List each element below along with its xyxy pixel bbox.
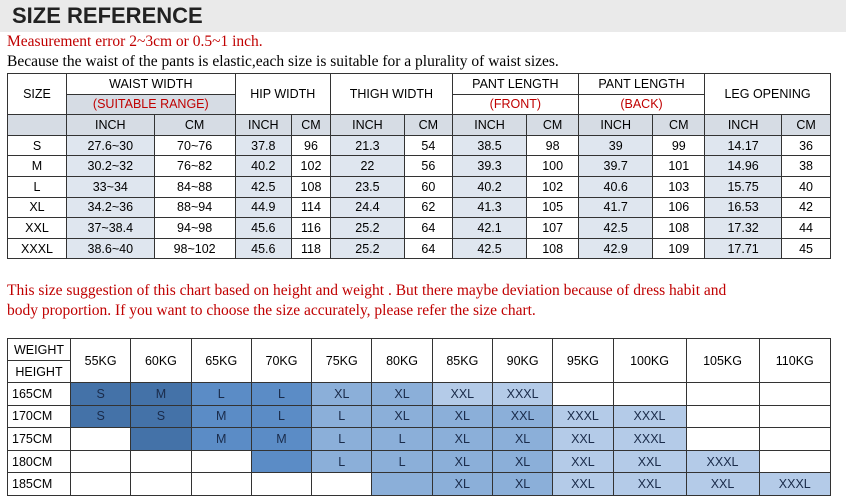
height-cell: 175CM bbox=[8, 428, 71, 451]
weight-column-header: 110KG bbox=[759, 339, 830, 383]
weight-column-header: 95KG bbox=[553, 339, 613, 383]
measurement-cell: 45 bbox=[782, 238, 831, 259]
recommended-size-cell: L bbox=[372, 450, 432, 473]
measurement-cell: 108 bbox=[653, 218, 705, 239]
measurement-cell: 118 bbox=[291, 238, 330, 259]
recommended-size-cell bbox=[251, 450, 311, 473]
recommended-size-cell: S bbox=[71, 383, 131, 406]
recommended-size-cell: M bbox=[251, 428, 311, 451]
measurement-cell: 44 bbox=[782, 218, 831, 239]
recommended-size-cell bbox=[312, 473, 372, 496]
unit-inch-header: INCH bbox=[452, 115, 527, 136]
size-cell: XXL bbox=[8, 218, 67, 239]
unit-inch-header: INCH bbox=[578, 115, 653, 136]
table-row bbox=[8, 405, 831, 428]
measurement-cell: 106 bbox=[653, 197, 705, 218]
recommended-size-cell: XL bbox=[492, 450, 552, 473]
group-header: LEG OPENING bbox=[705, 74, 831, 115]
recommended-size-cell bbox=[613, 383, 686, 406]
size-cell: M bbox=[8, 156, 67, 177]
table-row bbox=[8, 135, 831, 156]
measurement-cell: 41.3 bbox=[452, 197, 527, 218]
measurement-cell: 42.9 bbox=[578, 238, 653, 259]
measurement-cell: 41.7 bbox=[578, 197, 653, 218]
recommended-size-cell bbox=[131, 428, 191, 451]
group-header: HIP WIDTH bbox=[235, 74, 330, 115]
unit-cm-header: CM bbox=[653, 115, 705, 136]
measurement-cell: 42.1 bbox=[452, 218, 527, 239]
recommended-size-cell bbox=[251, 473, 311, 496]
measurement-cell: 76~82 bbox=[154, 156, 235, 177]
measurement-cell: 39 bbox=[578, 135, 653, 156]
measurement-cell: 38.6~40 bbox=[67, 238, 155, 259]
measurement-cell: 42.5 bbox=[235, 176, 291, 197]
height-label: HEIGHT bbox=[8, 361, 71, 383]
measurement-cell: 105 bbox=[527, 197, 579, 218]
table-row bbox=[8, 218, 831, 239]
measurement-cell: 44.9 bbox=[235, 197, 291, 218]
recommended-size-cell bbox=[759, 405, 830, 428]
measurement-cell: 14.17 bbox=[705, 135, 782, 156]
recommended-size-cell: XXXL bbox=[759, 473, 830, 496]
measurement-cell: 34.2~36 bbox=[67, 197, 155, 218]
measurement-cell: 102 bbox=[527, 176, 579, 197]
measurement-cell: 116 bbox=[291, 218, 330, 239]
recommended-size-cell: L bbox=[312, 428, 372, 451]
group-header: PANT LENGTH bbox=[578, 74, 704, 95]
measurement-cell: 54 bbox=[404, 135, 452, 156]
table-row bbox=[8, 156, 831, 177]
recommended-size-cell bbox=[191, 473, 251, 496]
height-weight-fit-table bbox=[7, 338, 831, 496]
table-row bbox=[8, 238, 831, 259]
measurement-cell: 62 bbox=[404, 197, 452, 218]
recommended-size-cell: XXL bbox=[686, 473, 759, 496]
elastic-waist-note: Because the waist of the pants is elastic,each size is suitable for a plurality of waist sizes. bbox=[7, 53, 559, 70]
weight-column-header: 60KG bbox=[131, 339, 191, 383]
page-title: SIZE REFERENCE bbox=[0, 0, 846, 32]
recommended-size-cell: XXL bbox=[553, 428, 613, 451]
measurement-cell: 36 bbox=[782, 135, 831, 156]
recommended-size-cell bbox=[131, 450, 191, 473]
recommended-size-cell: XXXL bbox=[686, 450, 759, 473]
recommended-size-cell bbox=[686, 428, 759, 451]
measurement-cell: 22 bbox=[331, 156, 405, 177]
recommended-size-cell bbox=[759, 450, 830, 473]
measurement-cell: 27.6~30 bbox=[67, 135, 155, 156]
weight-column-header: 70KG bbox=[251, 339, 311, 383]
unit-inch-header: INCH bbox=[331, 115, 405, 136]
recommended-size-cell: XL bbox=[432, 405, 492, 428]
recommended-size-cell: XXXL bbox=[613, 405, 686, 428]
measurement-cell: 42 bbox=[782, 197, 831, 218]
group-header: PANT LENGTH bbox=[452, 74, 578, 95]
weight-column-header: 75KG bbox=[312, 339, 372, 383]
table-row bbox=[8, 383, 831, 406]
measurement-cell: 15.75 bbox=[705, 176, 782, 197]
measurement-cell: 33~34 bbox=[67, 176, 155, 197]
recommended-size-cell bbox=[759, 428, 830, 451]
measurement-cell: 60 bbox=[404, 176, 452, 197]
recommended-size-cell: XXXL bbox=[553, 405, 613, 428]
recommended-size-cell: XL bbox=[432, 450, 492, 473]
weight-column-header: 90KG bbox=[492, 339, 552, 383]
weight-column-header: 85KG bbox=[432, 339, 492, 383]
measurement-cell: 37~38.4 bbox=[67, 218, 155, 239]
recommended-size-cell: XXL bbox=[613, 450, 686, 473]
measurement-cell: 45.6 bbox=[235, 218, 291, 239]
measurement-cell: 109 bbox=[653, 238, 705, 259]
unit-cm-header: CM bbox=[291, 115, 330, 136]
measurement-cell: 100 bbox=[527, 156, 579, 177]
table-row bbox=[8, 197, 831, 218]
measurement-cell: 94~98 bbox=[154, 218, 235, 239]
measurement-cell: 103 bbox=[653, 176, 705, 197]
group-subheader: (BACK) bbox=[578, 94, 704, 115]
recommended-size-cell bbox=[553, 383, 613, 406]
unit-blank bbox=[8, 115, 67, 136]
recommended-size-cell: L bbox=[312, 405, 372, 428]
measurement-cell: 107 bbox=[527, 218, 579, 239]
measurement-cell: 16.53 bbox=[705, 197, 782, 218]
size-cell: XXXL bbox=[8, 238, 67, 259]
measurement-cell: 102 bbox=[291, 156, 330, 177]
measurement-error-note: Measurement error 2~3cm or 0.5~1 inch. bbox=[7, 33, 263, 50]
recommended-size-cell: XXL bbox=[553, 473, 613, 496]
recommended-size-cell: XXL bbox=[492, 405, 552, 428]
measurement-cell: 42.5 bbox=[452, 238, 527, 259]
measurement-cell: 17.71 bbox=[705, 238, 782, 259]
size-cell: L bbox=[8, 176, 67, 197]
recommended-size-cell: XXXL bbox=[613, 428, 686, 451]
measurement-cell: 70~76 bbox=[154, 135, 235, 156]
measurement-cell: 39.7 bbox=[578, 156, 653, 177]
measurement-cell: 42.5 bbox=[578, 218, 653, 239]
recommended-size-cell: XL bbox=[372, 405, 432, 428]
unit-cm-header: CM bbox=[404, 115, 452, 136]
measurement-cell: 98~102 bbox=[154, 238, 235, 259]
measurement-cell: 23.5 bbox=[331, 176, 405, 197]
recommended-size-cell: L bbox=[372, 428, 432, 451]
recommended-size-cell bbox=[686, 405, 759, 428]
group-subheader: (SUITABLE RANGE) bbox=[67, 94, 236, 115]
recommended-size-cell bbox=[71, 450, 131, 473]
unit-inch-header: INCH bbox=[235, 115, 291, 136]
height-cell: 170CM bbox=[8, 405, 71, 428]
unit-inch-header: INCH bbox=[705, 115, 782, 136]
recommended-size-cell: XXL bbox=[613, 473, 686, 496]
measurement-cell: 40 bbox=[782, 176, 831, 197]
measurement-cell: 40.2 bbox=[452, 176, 527, 197]
height-cell: 165CM bbox=[8, 383, 71, 406]
weight-column-header: 80KG bbox=[372, 339, 432, 383]
suggestion-note-line1: This size suggestion of this chart based on height and weight . But there maybe deviation because of dress habit and bbox=[7, 282, 727, 299]
recommended-size-cell bbox=[71, 428, 131, 451]
measurement-cell: 88~94 bbox=[154, 197, 235, 218]
measurement-cell: 25.2 bbox=[331, 238, 405, 259]
unit-inch-header: INCH bbox=[67, 115, 155, 136]
measurement-cell: 101 bbox=[653, 156, 705, 177]
recommended-size-cell bbox=[191, 450, 251, 473]
measurement-cell: 25.2 bbox=[331, 218, 405, 239]
recommended-size-cell: XXL bbox=[432, 383, 492, 406]
recommended-size-cell bbox=[686, 383, 759, 406]
recommended-size-cell: L bbox=[191, 383, 251, 406]
recommended-size-cell: M bbox=[131, 383, 191, 406]
recommended-size-cell: XXL bbox=[553, 450, 613, 473]
size-cell: XL bbox=[8, 197, 67, 218]
recommended-size-cell: M bbox=[191, 405, 251, 428]
table-row bbox=[8, 473, 831, 496]
unit-cm-header: CM bbox=[154, 115, 235, 136]
measurement-cell: 38 bbox=[782, 156, 831, 177]
table-row bbox=[8, 450, 831, 473]
unit-cm-header: CM bbox=[527, 115, 579, 136]
table-row bbox=[8, 176, 831, 197]
measurement-cell: 37.8 bbox=[235, 135, 291, 156]
measurement-cell: 99 bbox=[653, 135, 705, 156]
recommended-size-cell: XL bbox=[372, 383, 432, 406]
group-header: WAIST WIDTH bbox=[67, 74, 236, 95]
measurement-cell: 64 bbox=[404, 218, 452, 239]
size-cell: S bbox=[8, 135, 67, 156]
measurement-cell: 108 bbox=[527, 238, 579, 259]
measurement-cell: 17.32 bbox=[705, 218, 782, 239]
group-subheader: (FRONT) bbox=[452, 94, 578, 115]
recommended-size-cell: L bbox=[251, 383, 311, 406]
recommended-size-cell: XL bbox=[432, 428, 492, 451]
weight-column-header: 105KG bbox=[686, 339, 759, 383]
recommended-size-cell: M bbox=[191, 428, 251, 451]
weight-column-header: 65KG bbox=[191, 339, 251, 383]
weight-column-header: 100KG bbox=[613, 339, 686, 383]
group-header: THIGH WIDTH bbox=[331, 74, 453, 115]
height-cell: 180CM bbox=[8, 450, 71, 473]
recommended-size-cell bbox=[759, 383, 830, 406]
measurement-cell: 84~88 bbox=[154, 176, 235, 197]
unit-cm-header: CM bbox=[782, 115, 831, 136]
measurement-cell: 45.6 bbox=[235, 238, 291, 259]
size-chart-table bbox=[7, 73, 831, 259]
recommended-size-cell: S bbox=[71, 405, 131, 428]
measurement-cell: 30.2~32 bbox=[67, 156, 155, 177]
recommended-size-cell bbox=[372, 473, 432, 496]
measurement-cell: 21.3 bbox=[331, 135, 405, 156]
measurement-cell: 108 bbox=[291, 176, 330, 197]
measurement-cell: 38.5 bbox=[452, 135, 527, 156]
recommended-size-cell: XL bbox=[312, 383, 372, 406]
measurement-cell: 114 bbox=[291, 197, 330, 218]
size-header: SIZE bbox=[8, 74, 67, 115]
measurement-cell: 40.2 bbox=[235, 156, 291, 177]
recommended-size-cell: XXXL bbox=[492, 383, 552, 406]
weight-column-header: 55KG bbox=[71, 339, 131, 383]
measurement-cell: 64 bbox=[404, 238, 452, 259]
measurement-cell: 14.96 bbox=[705, 156, 782, 177]
recommended-size-cell: XL bbox=[492, 473, 552, 496]
measurement-cell: 96 bbox=[291, 135, 330, 156]
measurement-cell: 39.3 bbox=[452, 156, 527, 177]
height-cell: 185CM bbox=[8, 473, 71, 496]
recommended-size-cell: L bbox=[251, 405, 311, 428]
recommended-size-cell bbox=[71, 473, 131, 496]
measurement-cell: 98 bbox=[527, 135, 579, 156]
measurement-cell: 24.4 bbox=[331, 197, 405, 218]
table-row bbox=[8, 428, 831, 451]
suggestion-note-line2: body proportion. If you want to choose the size accurately, please refer the size chart. bbox=[7, 302, 536, 319]
measurement-cell: 40.6 bbox=[578, 176, 653, 197]
recommended-size-cell bbox=[131, 473, 191, 496]
recommended-size-cell: XL bbox=[492, 428, 552, 451]
weight-label: WEIGHT bbox=[8, 339, 71, 361]
recommended-size-cell: XL bbox=[432, 473, 492, 496]
measurement-cell: 56 bbox=[404, 156, 452, 177]
recommended-size-cell: L bbox=[312, 450, 372, 473]
recommended-size-cell: S bbox=[131, 405, 191, 428]
